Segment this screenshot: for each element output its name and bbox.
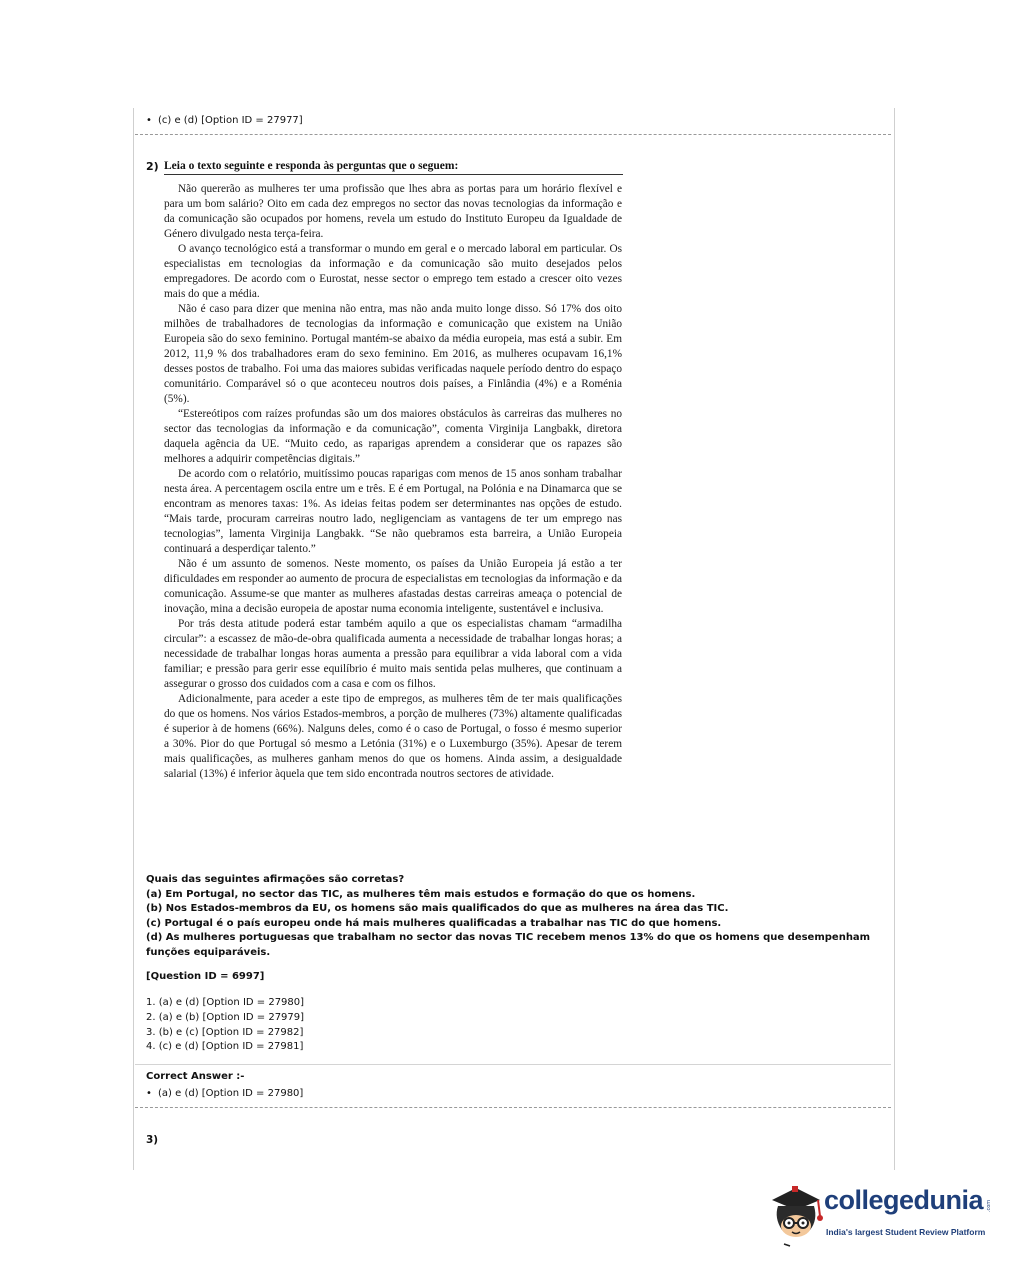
previous-correct-answer: • (c) e (d) [Option ID = 27977] <box>146 115 303 126</box>
question-id: [Question ID = 6997] <box>146 971 265 982</box>
passage-paragraph: Não é um assunto de somenos. Neste momento, os países da União Europeia já estão a ter dificuldades em responder ao aumento de procura de especialistas em tecnologias da informação e da comunicação. Assume-se que manter as mulheres afastadas destas carreiras ameaça o potencial de inovação, mina a decisão europeia de apostar numa economia inteligente, sustentável e inclusiva. <box>164 558 622 615</box>
question-prompt: Quais das seguintes afirmações são corretas? <box>146 874 405 885</box>
passage-paragraph: Não quererão as mulheres ter uma profissão que lhes abra as portas para um horário flexível e para um bom salário? Oito em cada dez empregos no sector das novas tecnologias da informação e da comunicação são ocupados por homens, revela um estudo do Instituto Europeu da Igualdade de Género divulgado nesta terça-feira. <box>164 183 622 240</box>
brand-tagline: India's largest Student Review Platform <box>826 1227 986 1237</box>
bullet-icon: • <box>146 115 152 126</box>
passage-paragraph: Por trás desta atitude poderá estar também aquilo a que os especialistas chamam “armadilha circular”: a escassez de mão-de-obra qualificada aumenta a necessidade de trabalhar longas horas; a necessidade de trabalhar longas horas aumenta a pressão para equilibrar a vida laboral com a vida familiar; e pressão para gerir esse equilíbrio é muito mais sentida pelas mulheres, que continuam a assegurar o grosso dos cuidados com a casa e com os filhos. <box>164 618 622 690</box>
statement-b: (b) Nos Estados-membros da EU, os homens são mais qualificados do que as mulheres na área das TIC. <box>146 903 729 915</box>
question-number: 2) <box>146 160 159 173</box>
passage-paragraph: Não é caso para dizer que menina não entra, mas não anda muito longe disso. Só 17% dos oito milhões de trabalhadores de tecnologias da informação e comunicação que existem na União Europeia são do sexo feminino. Portugal mantém-se abaixo da média europeia, mas está a subir. Em 2012, 11,9 % dos trabalhadores eram do sexo feminino. Em 2016, as mulheres ocupavam 16,1% desses postos de trabalho. Foi uma das maiores subidas verificadas naquele período dentro do espaço comunitário. Comparável só o que aconteceu noutros dois países, a Finlândia (4%) e a Roménia (5%). <box>164 303 622 405</box>
reading-passage <box>164 182 622 782</box>
divider <box>135 1064 891 1065</box>
divider <box>135 134 891 135</box>
bullet-icon: • <box>146 1088 152 1099</box>
question-statements <box>146 873 876 961</box>
next-question-number: 3) <box>146 1134 159 1146</box>
option-item: 1. (a) e (d) [Option ID = 27980] <box>146 997 305 1008</box>
option-item: 4. (c) e (d) [Option ID = 27981] <box>146 1041 304 1053</box>
passage-paragraph: O avanço tecnológico está a transformar o mundo em geral e o mercado laboral em particular. Os especialistas em tecnologias da informação e da comunicação são muito desejados pelos empregadores. De acordo com o Eurostat, nesse sector o emprego tem estado a crescer oito vezes mais do que a média. <box>164 243 622 300</box>
divider <box>135 1107 891 1108</box>
passage-paragraph: Adicionalmente, para aceder a este tipo de empregos, as mulheres têm de ter mais qualificações do que os homens. Nos vários Estados-membros, a porção de mulheres (73%) altamente qualificadas é superior à de homens (66%). Nalguns deles, como é o caso de Portugal, o fosso é mesmo superior a 30%. Pior do que Portugal só mesmo a Letónia (31%) e o Luxemburgo (35%). Apesar de terem mais qualificações, as mulheres ganham menos do que os homens. Ainda assim, a desigualdade salarial (13%) é inferior àquela que tem sido encontrada noutros sectores de atividade. <box>164 693 622 780</box>
statement-d: (d) As mulheres portuguesas que trabalham no sector das novas TIC recebem menos 13% do que os homens que desempenham funções equiparáveis. <box>146 932 871 958</box>
correct-answer: • (a) e (d) [Option ID = 27980] <box>146 1088 304 1099</box>
option-item: 2. (a) e (b) [Option ID = 27979] <box>146 1011 305 1023</box>
question-heading: Leia o texto seguinte e responda às perguntas que o seguem: <box>164 160 623 175</box>
brand-suffix: .com <box>986 1199 993 1213</box>
option-item: 3. (b) e (c) [Option ID = 27982] <box>146 1026 304 1038</box>
passage-paragraph: De acordo com o relatório, muitíssimo poucas raparigas com menos de 15 anos sonham trabalhar nesta área. A percentagem oscila entre um e três. E é em Portugal, na Polónia e na Dinamarca que se encontram as menores taxas: 1%. As ideias feitas podem ser determinantes nas opções de estudo. “Mais tarde, procuram carreiras noutro lado, negligenciam as vantagens de ter um emprego nas tecnologias”, lamenta Virginija Langbakk. “Se não quebramos esta barreira, a União Europeia continuará a desperdiçar talento.” <box>164 468 622 555</box>
statement-c: (c) Portugal é o país europeu onde há mais mulheres qualificadas a trabalhar nas TIC do que homens. <box>146 917 722 929</box>
brand-name: collegedunia <box>824 1185 984 1215</box>
passage-paragraph: “Estereótipos com raízes profundas são um dos maiores obstáculos às carreiras das mulheres no sector das tecnologias da informação e da comunicação”, comenta Virginija Langbakk, diretora daquela agência da UE. “Muito cedo, as raparigas aprendem a considerar que os rapazes são melhores a adquirir competências digitais.” <box>164 408 622 465</box>
options-list <box>146 996 304 1055</box>
statement-a: (a) Em Portugal, no sector das TIC, as mulheres têm mais estudos e formação do que os homens. <box>146 888 696 900</box>
correct-answer-label: Correct Answer :- <box>146 1071 245 1082</box>
